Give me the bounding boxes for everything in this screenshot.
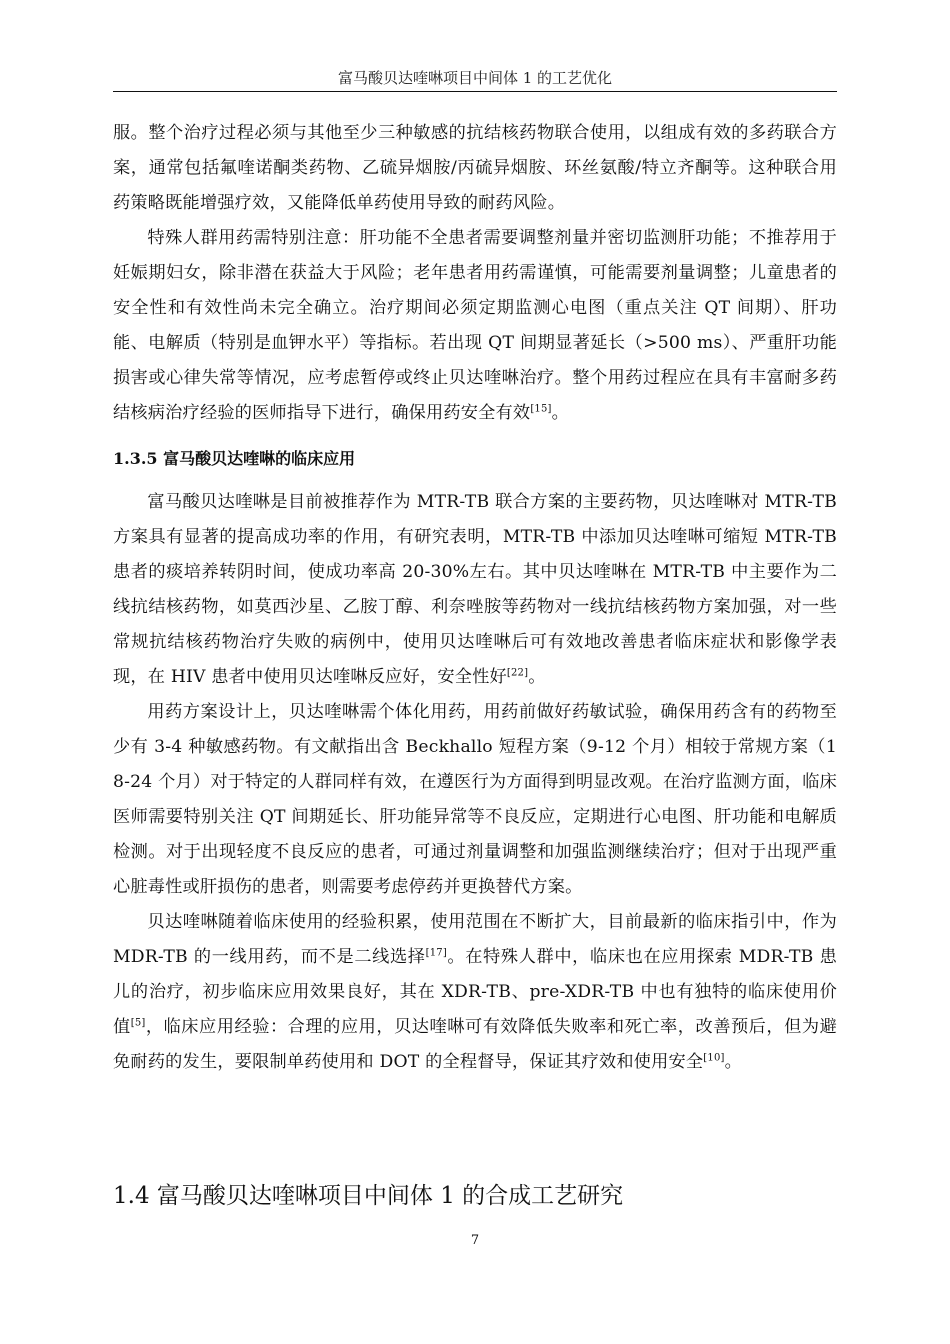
citation: [22] — [506, 667, 529, 679]
paragraph-continuation — [113, 116, 837, 221]
paragraph-text: ，临床应用经验：合理的应用，贝达喹啉可有效降低失败率和死亡率，改善预后，但为避免耐药的发生，要限制单药使用和 DOT 的全程督导，保证其疗效和使用安全 — [113, 1017, 837, 1072]
paragraph-clinical-experience — [113, 905, 837, 1080]
running-header: 富马酸贝达喹啉项目中间体 1 的工艺优化 — [337, 69, 613, 87]
paragraph-text: 用药方案设计上，贝达喹啉需个体化用药，用药前做好药敏试验，确保用药含有的药物至少有 3-4 种敏感药物。有文献指出含 Beckhallo 短程方案（9-12 个月）相较于常规方案（18-24 个月）对于特定的人群同样有效，在遵医行为方面得到明显改观。在治疗监测方面，临床医师需要特别关注 QT 间期延长、肝功能异常等不良反应，定期进行心电图、肝功能和电解质检测。对于出现轻度不良反应的患者，可通过剂量调整和加强监测继续治疗；但对于出现严重心脏毒性或肝损伤的患者，则需要考虑停药并更换替代方案。 — [113, 702, 837, 897]
chapter-heading: 1.4 富马酸贝达喹啉项目中间体 1 的合成工艺研究 — [113, 1183, 624, 1209]
paragraph-text: 贝达喹啉随着临床使用的经验积累，使用范围在不断扩大，目前最新的临床指引中，作为 MDR-TB 的一线用药，而不是二线选择 — [113, 912, 837, 967]
body-text — [113, 116, 837, 1080]
page-number: 7 — [470, 1233, 480, 1248]
paragraph-text: 富马酸贝达喹啉是目前被推荐作为 MTR-TB 联合方案的主要药物，贝达喹啉对 MTR-TB 方案具有显著的提高成功率的作用，有研究表明，MTR-TB 中添加贝达喹啉可缩短 MTR-TB 患者的痰培养转阴时间，使成功率高 20-30%左右。其中贝达喹啉在 MTR-TB 中主要作为二线抗结核药物，如莫西沙星、乙胺丁醇、利奈唑胺等药物对一线抗结核药物方案加强，对一些常规抗结核药物治疗失败的病例中，使用贝达喹啉后可有效地改善患者临床症状和影像学表现，在 HIV 患者中使用贝达喹啉反应好，安全性好 — [113, 492, 837, 687]
paragraph-tail: 。 — [724, 1052, 742, 1072]
section-heading: 1.3.5 富马酸贝达喹啉的临床应用 — [113, 449, 356, 468]
paragraph-clinical-use — [113, 485, 837, 695]
citation: [17] — [425, 947, 447, 959]
paragraph-tail: 。 — [528, 667, 546, 687]
citation: [5] — [130, 1017, 146, 1029]
paragraph-text: 。在特殊人群中，临床也在应用探索 MDR-TB 患儿的治疗，初步临床应用效果良好，其在 XDR-TB、pre-XDR-TB 中也有独特的临床使用价值 — [113, 947, 837, 1037]
paragraph-text: 特殊人群用药需特别注意：肝功能不全患者需要调整剂量并密切监测肝功能；不推荐用于妊娠期妇女，除非潜在获益大于风险；老年患者用药需谨慎，可能需要剂量调整；儿童患者的安全性和有效性尚未完全确立。治疗期间必须定期监测心电图（重点关注 QT 间期）、肝功能、电解质（特别是血钾水平）等指标。若出现 QT 间期显著延长（>500 ms）、严重肝功能损害或心律失常等情况，应考虑暂停或终止贝达喹啉治疗。整个用药过程应在具有丰富耐多药结核病治疗经验的医师指导下进行，确保用药安全有效 — [113, 228, 837, 423]
paragraph-special-populations — [113, 221, 837, 431]
paragraph-text: 服。整个治疗过程必须与其他至少三种敏感的抗结核药物联合使用，以组成有效的多药联合方案，通常包括氟喹诺酮类药物、乙硫异烟胺/丙硫异烟胺、环丝氨酸/特立齐酮等。这种联合用药策略既能增强疗效，又能降低单药使用导致的耐药风险。 — [113, 123, 837, 213]
paragraph-tail: 。 — [551, 403, 570, 423]
paragraph-regimen-design — [113, 695, 837, 905]
header-rule — [113, 91, 837, 92]
citation: [10] — [703, 1052, 725, 1064]
citation: [15] — [530, 403, 552, 415]
